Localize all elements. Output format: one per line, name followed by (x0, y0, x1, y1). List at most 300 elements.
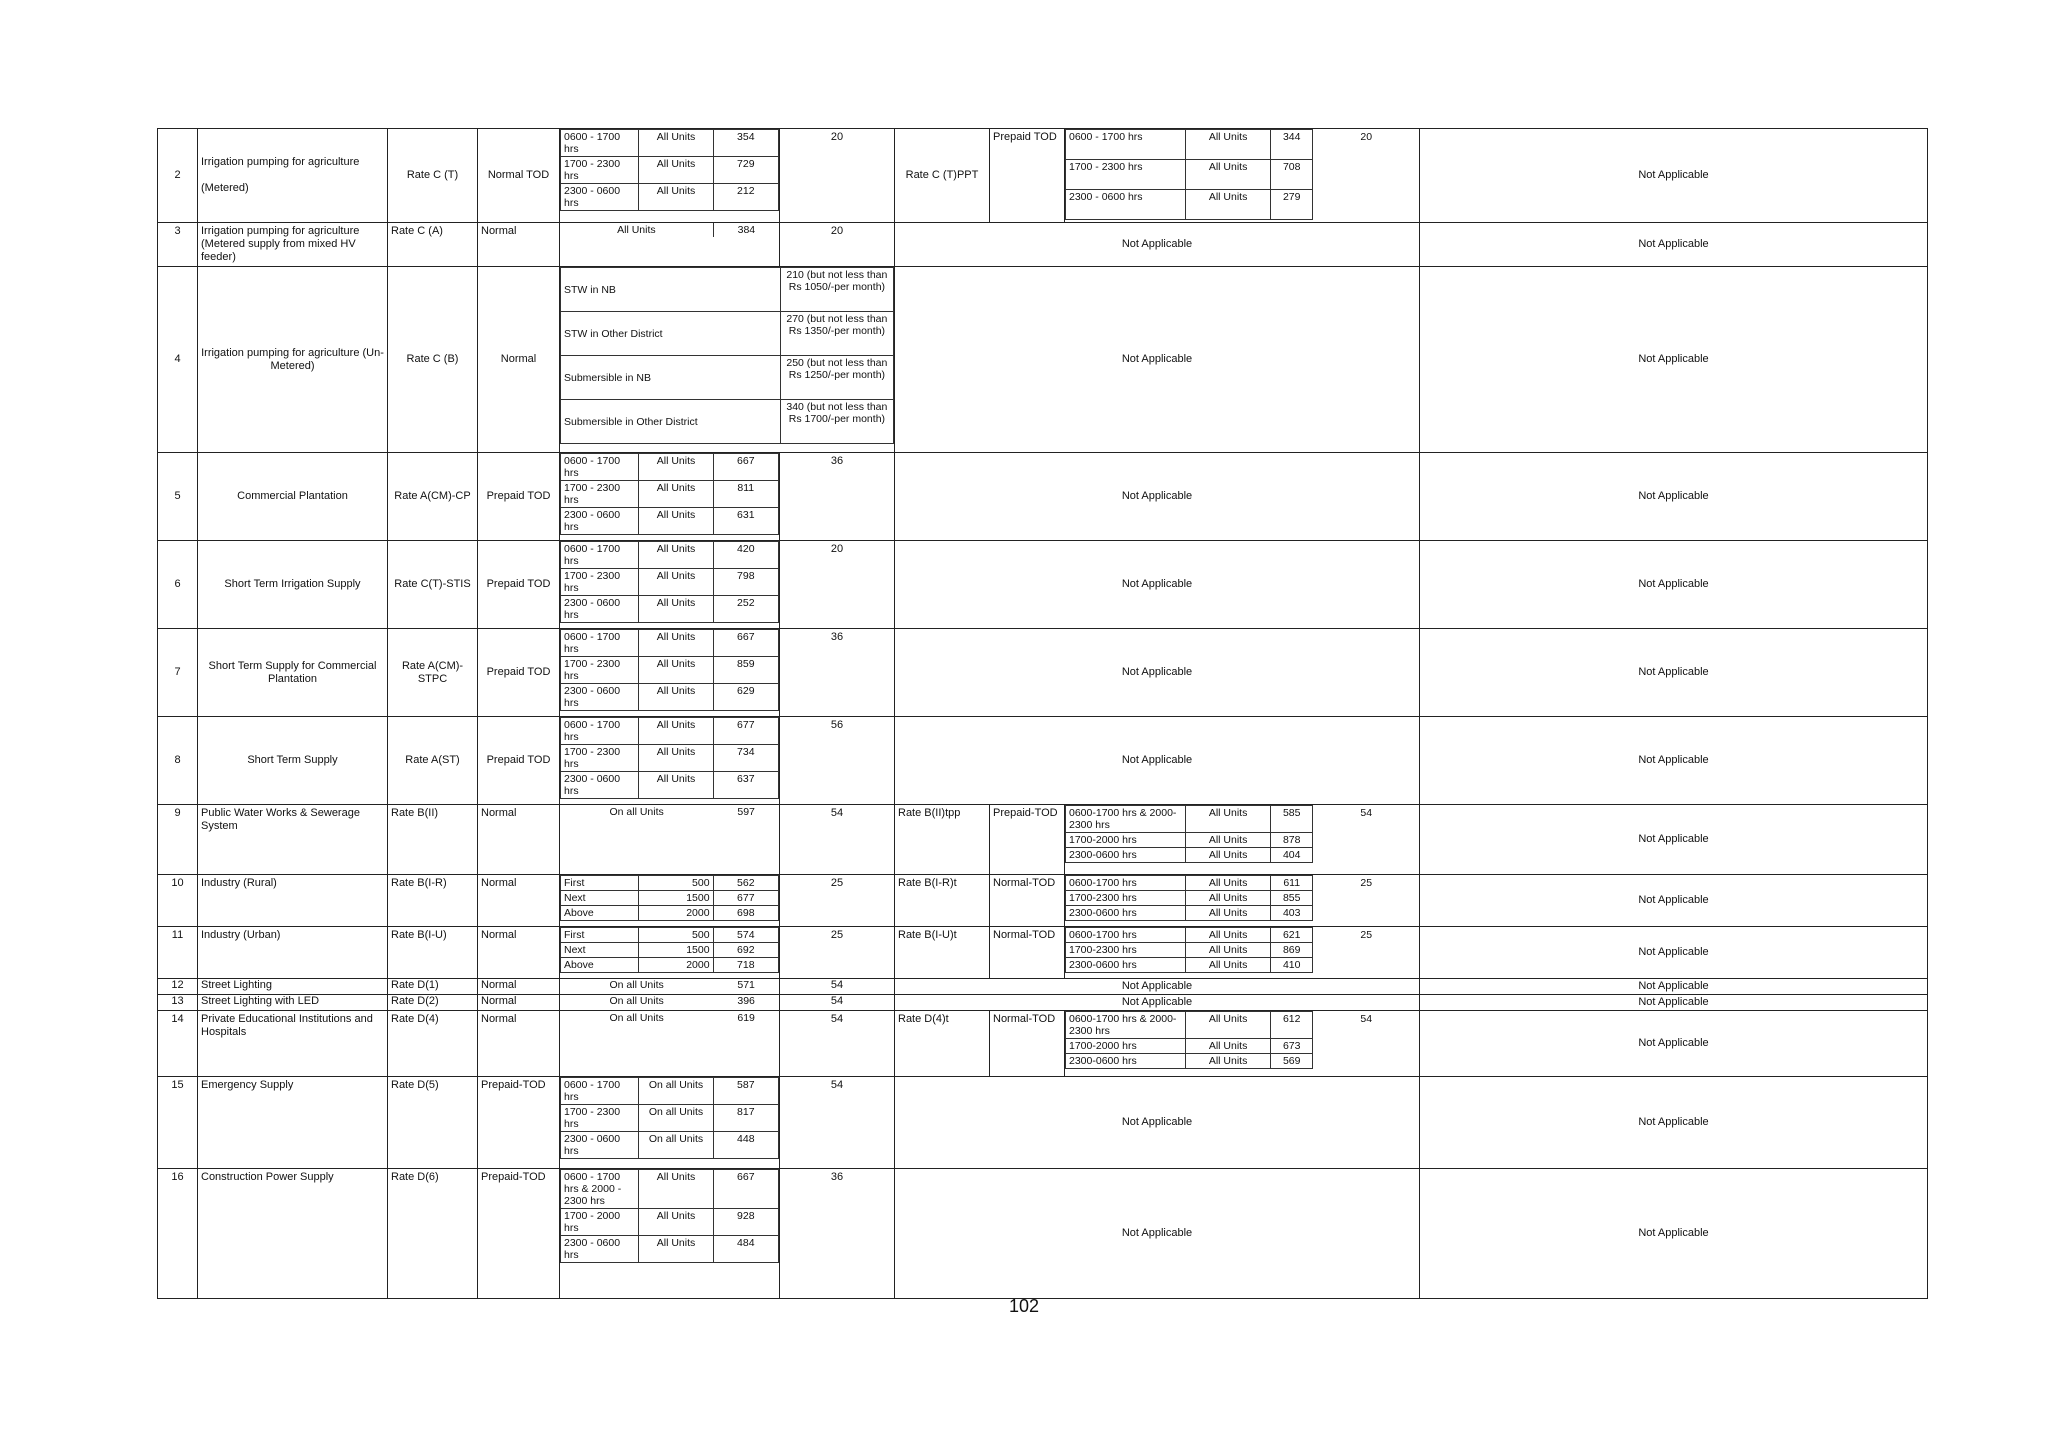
serial-number: 6 (158, 541, 198, 629)
tariff-code: Rate A(CM)-STPC (388, 629, 478, 717)
pump-charge: 250 (but not less than Rs 1250/-per month) (780, 356, 893, 400)
optional-tariff-code: Rate C (T)PPT (895, 129, 990, 223)
slab-units: All Units (639, 542, 713, 569)
slab-table (560, 717, 779, 799)
slab-rate: 571 (737, 979, 755, 991)
tariff-type: Normal (478, 875, 560, 927)
slab-units: On all Units (609, 995, 664, 1007)
fixed-charge: 36 (780, 453, 895, 541)
serial-number: 8 (158, 717, 198, 805)
slab-units: All Units (639, 1236, 713, 1263)
slab-time: 1700 - 2300 hrs (561, 1105, 639, 1132)
slab-units: All Units (1186, 1012, 1271, 1039)
slab-row (561, 130, 779, 157)
slab-time: 0600 - 1700 hrs (561, 454, 639, 481)
slab-time: 1700 - 2000 hrs (561, 1209, 639, 1236)
tariff-code: Rate B(II) (388, 805, 478, 875)
serial-number: 13 (158, 995, 198, 1011)
optional-tariff-type: Normal-TOD (990, 875, 1065, 927)
consumer-name: Construction Power Supply (198, 1169, 388, 1299)
slab-row (561, 630, 779, 657)
table-row (158, 805, 1928, 875)
optional-tariff-code: Rate B(II)tpp (895, 805, 990, 875)
not-applicable: Not Applicable (1420, 995, 1928, 1011)
energy-charge-cell (560, 129, 780, 223)
slab-rate: 673 (1271, 1039, 1313, 1054)
slab-table (560, 979, 779, 991)
not-applicable: Not Applicable (1420, 541, 1928, 629)
energy-charge-cell (560, 717, 780, 805)
optional-slab-table (1065, 875, 1419, 921)
optional-charge-cell (1065, 805, 1420, 875)
slab-row (561, 718, 779, 745)
optional-tariff-type: Prepaid-TOD (990, 805, 1065, 875)
slab-units: All Units (1186, 891, 1271, 906)
optional-charge-cell (1065, 129, 1420, 223)
tariff-code: Rate C (A) (388, 223, 478, 267)
slab-row (561, 1105, 779, 1132)
pump-type: Submersible in NB (561, 356, 781, 400)
slab-table (560, 1077, 779, 1159)
slab-rate: 667 (713, 630, 778, 657)
serial-number: 11 (158, 927, 198, 979)
fixed-charge: 20 (780, 541, 895, 629)
not-applicable: Not Applicable (1420, 223, 1928, 267)
consumer-name: Emergency Supply (198, 1077, 388, 1169)
slab-row (1066, 876, 1420, 891)
slab-rate: 677 (713, 718, 778, 745)
not-applicable: Not Applicable (895, 1077, 1420, 1169)
tariff-type: Normal (478, 223, 560, 267)
slab-rate: 252 (713, 596, 778, 623)
slab-row (561, 508, 779, 535)
fixed-charge: 54 (780, 979, 895, 995)
slab-units: All Units (1186, 848, 1271, 863)
table-row (158, 927, 1928, 979)
slab-rate: 420 (713, 542, 778, 569)
fixed-charge: 36 (780, 629, 895, 717)
slab-table (560, 629, 779, 711)
slab-units: All Units (639, 745, 713, 772)
slab-row (561, 745, 779, 772)
tariff-table (157, 128, 1928, 1299)
slab-units: All Units (639, 657, 713, 684)
consumer-name: Short Term Supply for Commercial Plantation (198, 629, 388, 717)
pump-charge: 270 (but not less than Rs 1350/-per month) (780, 312, 893, 356)
energy-charge-cell (560, 267, 895, 453)
slab-rate: 448 (713, 1132, 778, 1159)
optional-charge-cell (1065, 927, 1420, 979)
slab-row (561, 876, 779, 891)
slab-time: 2300 - 0600 hrs (561, 772, 639, 799)
slab-units: All Units (1186, 806, 1271, 833)
tariff-type: Prepaid TOD (478, 629, 560, 717)
slab-time: 1700 - 2300 hrs (561, 481, 639, 508)
slab-time: 2300 - 0600 hrs (1066, 190, 1186, 220)
fixed-charge: 54 (780, 1011, 895, 1077)
not-applicable: Not Applicable (895, 223, 1420, 267)
tariff-type: Normal (478, 995, 560, 1011)
slab-row (561, 943, 779, 958)
slab-units: All Units (1186, 958, 1271, 973)
slab-row (561, 1132, 779, 1159)
consumer-name: Street Lighting (198, 979, 388, 995)
optional-tariff-code: Rate B(I-R)t (895, 875, 990, 927)
slab-row (561, 1236, 779, 1263)
tariff-code: Rate B(I-R) (388, 875, 478, 927)
not-applicable: Not Applicable (895, 453, 1420, 541)
slab-label: Next (561, 891, 639, 906)
consumer-name: Irrigation pumping for agriculture (Un-Metered) (198, 267, 388, 453)
slab-units: All Units (1186, 876, 1271, 891)
slab-quantity: 500 (639, 876, 713, 891)
fixed-charge: 54 (780, 1077, 895, 1169)
slab-row (1066, 928, 1420, 943)
slab-rate: 637 (713, 772, 778, 799)
slab-rate: 811 (713, 481, 778, 508)
energy-charge-cell (560, 927, 780, 979)
optional-slab-table (1065, 1011, 1419, 1069)
table-row (158, 453, 1928, 541)
slab-time: 1700-2000 hrs (1066, 833, 1186, 848)
slab-row (561, 1170, 779, 1209)
slab-rate: 597 (737, 806, 755, 818)
slab-time: 2300 - 0600 hrs (561, 684, 639, 711)
slab-rate: 574 (713, 928, 778, 943)
slab-time: 0600 - 1700 hrs (561, 630, 639, 657)
energy-charge-cell (560, 1011, 780, 1077)
consumer-name: Public Water Works & Sewerage System (198, 805, 388, 875)
slab-time: 0600 - 1700 hrs (561, 130, 639, 157)
slab-rate: 629 (713, 684, 778, 711)
energy-charge-cell (560, 1077, 780, 1169)
fixed-charge: 56 (780, 717, 895, 805)
slab-units: All Units (639, 1209, 713, 1236)
slab-row (561, 400, 894, 444)
slab-time: 0600 - 1700 hrs & 2000 - 2300 hrs (561, 1170, 639, 1209)
serial-number: 9 (158, 805, 198, 875)
consumer-name: Irrigation pumping for agriculture (Metered supply from mixed HV feeder) (198, 223, 388, 267)
optional-tariff-code: Rate D(4)t (895, 1011, 990, 1077)
slab-time: 0600-1700 hrs & 2000-2300 hrs (1066, 806, 1186, 833)
slab-units: All Units (639, 184, 713, 211)
slab-time: 0600 - 1700 hrs (561, 1078, 639, 1105)
serial-number: 2 (158, 129, 198, 223)
slab-table (560, 927, 779, 973)
slab-rate: 354 (713, 130, 778, 157)
optional-charge-cell (1065, 1011, 1420, 1077)
not-applicable: Not Applicable (1420, 129, 1928, 223)
slab-units: All Units (1186, 928, 1271, 943)
not-applicable: Not Applicable (1420, 717, 1928, 805)
serial-number: 7 (158, 629, 198, 717)
fixed-charge: 20 (780, 223, 895, 267)
optional-slab-table (1065, 805, 1419, 863)
slab-units: All Units (639, 1170, 713, 1209)
tariff-type: Prepaid-TOD (478, 1169, 560, 1299)
optional-tariff-code: Rate B(I-U)t (895, 927, 990, 979)
slab-rate: 410 (1271, 958, 1313, 973)
slab-units: All Units (639, 130, 713, 157)
slab-time: 2300 - 0600 hrs (561, 508, 639, 535)
slab-units: All Units (1186, 906, 1271, 921)
not-applicable: Not Applicable (1420, 927, 1928, 979)
tariff-type: Prepaid-TOD (478, 1077, 560, 1169)
tariff-code: Rate D(5) (388, 1077, 478, 1169)
energy-charge-cell (560, 629, 780, 717)
not-applicable: Not Applicable (895, 541, 1420, 629)
slab-label: First (561, 928, 639, 943)
slab-units: On all Units (639, 1105, 713, 1132)
slab-row (560, 979, 779, 991)
energy-charge-cell (560, 875, 780, 927)
slab-label: Above (561, 958, 639, 973)
not-applicable: Not Applicable (1420, 1011, 1928, 1077)
consumer-subtitle: (Metered) (201, 182, 249, 194)
serial-number: 14 (158, 1011, 198, 1077)
tariff-code: Rate D(6) (388, 1169, 478, 1299)
serial-number: 12 (158, 979, 198, 995)
not-applicable: Not Applicable (1420, 979, 1928, 995)
fixed-charge: 54 (780, 805, 895, 875)
table-row (158, 717, 1928, 805)
consumer-name: Commercial Plantation (198, 453, 388, 541)
slab-rate: 619 (737, 1012, 755, 1024)
energy-charge-cell (560, 1169, 780, 1299)
slab-row (561, 1209, 779, 1236)
fixed-charge: 20 (780, 129, 895, 223)
slab-units: All Units (639, 481, 713, 508)
energy-charge-cell (560, 223, 780, 267)
consumer-name: Short Term Irrigation Supply (198, 541, 388, 629)
tariff-code: Rate C (T) (388, 129, 478, 223)
slab-time: 2300 - 0600 hrs (561, 596, 639, 623)
slab-units: All Units (639, 454, 713, 481)
tariff-code: Rate A(ST) (388, 717, 478, 805)
slab-table (560, 995, 779, 1007)
slab-row (561, 184, 779, 211)
slab-quantity: 2000 (639, 906, 713, 921)
optional-slab-table (1065, 927, 1419, 973)
slab-row (561, 684, 779, 711)
slab-row (561, 906, 779, 921)
slab-rate: 667 (713, 1170, 778, 1209)
slab-rate: 631 (713, 508, 778, 535)
slab-rate: 621 (1271, 928, 1313, 943)
slab-units: All Units (1186, 1054, 1271, 1069)
slab-units: On all Units (609, 806, 664, 818)
table-row (158, 979, 1928, 995)
table-row (158, 129, 1928, 223)
tariff-code: Rate D(2) (388, 995, 478, 1011)
slab-time: 0600-1700 hrs (1066, 928, 1186, 943)
not-applicable: Not Applicable (1420, 267, 1928, 453)
slab-rate: 585 (1271, 806, 1313, 833)
fixed-charge: 36 (780, 1169, 895, 1299)
not-applicable: Not Applicable (895, 1169, 1420, 1299)
slab-rate: 587 (713, 1078, 778, 1105)
fixed-charge: 25 (780, 927, 895, 979)
slab-row (561, 958, 779, 973)
slab-rate: 798 (713, 569, 778, 596)
not-applicable: Not Applicable (895, 717, 1420, 805)
slab-row (561, 481, 779, 508)
slab-time: 1700-2300 hrs (1066, 943, 1186, 958)
pump-type: Submersible in Other District (561, 400, 781, 444)
slab-units: All Units (639, 596, 713, 623)
slab-rate: 677 (713, 891, 778, 906)
slab-label: First (561, 876, 639, 891)
consumer-name: Industry (Rural) (198, 875, 388, 927)
energy-charge-cell (560, 995, 780, 1011)
slab-row (560, 805, 779, 819)
slab-table (560, 223, 779, 237)
slab-rate: 667 (713, 454, 778, 481)
tariff-type: Normal (478, 927, 560, 979)
optional-tariff-type: Normal-TOD (990, 927, 1065, 979)
consumer-name: Irrigation pumping for agriculture (201, 156, 360, 168)
tariff-code: Rate C (B) (388, 267, 478, 453)
slab-units: All Units (1186, 130, 1271, 160)
table-row (158, 1077, 1928, 1169)
slab-row (561, 569, 779, 596)
optional-fixed-charge: 25 (1360, 876, 1373, 889)
slab-quantity: 2000 (639, 958, 713, 973)
not-applicable: Not Applicable (895, 267, 1420, 453)
not-applicable: Not Applicable (1420, 805, 1928, 875)
tariff-code: Rate B(I-U) (388, 927, 478, 979)
slab-table (560, 129, 779, 211)
slab-label: Above (561, 906, 639, 921)
slab-units: All Units (1186, 1039, 1271, 1054)
tariff-type: Normal (478, 979, 560, 995)
serial-number: 16 (158, 1169, 198, 1299)
slab-units: All Units (639, 508, 713, 535)
pump-type: STW in Other District (561, 312, 781, 356)
slab-units: All Units (639, 772, 713, 799)
serial-number: 5 (158, 453, 198, 541)
slab-row (561, 928, 779, 943)
slab-row (560, 223, 779, 237)
slab-time: 0600 - 1700 hrs (561, 718, 639, 745)
optional-fixed-charge: 25 (1360, 928, 1373, 941)
slab-time: 1700-2300 hrs (1066, 891, 1186, 906)
slab-rate: 734 (713, 745, 778, 772)
tariff-type: Normal (478, 805, 560, 875)
slab-row (561, 312, 894, 356)
slab-time: 0600 - 1700 hrs (561, 542, 639, 569)
slab-rate: 396 (737, 995, 755, 1007)
slab-units: On all Units (639, 1078, 713, 1105)
slab-rate: 708 (1271, 160, 1313, 190)
optional-tariff-type: Normal-TOD (990, 1011, 1065, 1077)
pump-charge: 340 (but not less than Rs 1700/-per month) (780, 400, 893, 444)
table-row (158, 223, 1928, 267)
slab-rate: 698 (713, 906, 778, 921)
fixed-charge: 25 (780, 875, 895, 927)
slab-row (560, 1011, 779, 1025)
page-number: 102 (1008, 1296, 1040, 1316)
slab-rate: 859 (713, 657, 778, 684)
not-applicable: Not Applicable (895, 629, 1420, 717)
slab-row (561, 772, 779, 799)
energy-charge-cell (560, 453, 780, 541)
slab-table (560, 875, 779, 921)
table-row (158, 541, 1928, 629)
slab-row (1066, 806, 1420, 833)
optional-fixed-charge: 54 (1360, 1012, 1373, 1025)
serial-number: 3 (158, 223, 198, 267)
slab-units: All Units (1186, 833, 1271, 848)
slab-time: 1700 - 2300 hrs (561, 657, 639, 684)
not-applicable: Not Applicable (1420, 1077, 1928, 1169)
slab-units: All Units (1186, 160, 1271, 190)
pump-charge-table (560, 267, 894, 444)
energy-charge-cell (560, 541, 780, 629)
not-applicable: Not Applicable (1420, 453, 1928, 541)
table-row (158, 1011, 1928, 1077)
slab-time: 2300-0600 hrs (1066, 958, 1186, 973)
slab-rate: 612 (1271, 1012, 1313, 1039)
tariff-code: Rate D(4) (388, 1011, 478, 1077)
optional-slab-table (1065, 129, 1419, 220)
tariff-type: Prepaid TOD (478, 717, 560, 805)
slab-row (561, 542, 779, 569)
slab-row (561, 268, 894, 312)
slab-table (560, 1169, 779, 1263)
slab-rate: 344 (1271, 130, 1313, 160)
table-row (158, 267, 1928, 453)
serial-number: 15 (158, 1077, 198, 1169)
serial-number: 4 (158, 267, 198, 453)
tariff-type: Normal (478, 1011, 560, 1077)
tariff-code: Rate A(CM)-CP (388, 453, 478, 541)
slab-row (561, 657, 779, 684)
slab-units: All Units (639, 157, 713, 184)
not-applicable: Not Applicable (1420, 629, 1928, 717)
optional-fixed-charge: 20 (1360, 130, 1373, 143)
pump-type: STW in NB (561, 268, 781, 312)
slab-rate: 384 (713, 223, 779, 237)
not-applicable: Not Applicable (1420, 875, 1928, 927)
slab-units: All Units (1186, 943, 1271, 958)
tariff-type: Prepaid TOD (478, 453, 560, 541)
slab-rate: 718 (713, 958, 778, 973)
slab-time: 2300-0600 hrs (1066, 848, 1186, 863)
slab-rate: 569 (1271, 1054, 1313, 1069)
fixed-charge: 54 (780, 995, 895, 1011)
tariff-type: Normal TOD (478, 129, 560, 223)
tariff-type: Prepaid TOD (478, 541, 560, 629)
slab-quantity: 1500 (639, 943, 713, 958)
slab-row (561, 891, 779, 906)
slab-rate: 928 (713, 1209, 778, 1236)
slab-units: On all Units (609, 1012, 664, 1024)
slab-time: 1700 - 2300 hrs (561, 569, 639, 596)
slab-rate: 403 (1271, 906, 1313, 921)
slab-units: All Units (639, 718, 713, 745)
slab-units: On all Units (639, 1132, 713, 1159)
optional-fixed-charge: 54 (1360, 806, 1373, 819)
slab-rate: 878 (1271, 833, 1313, 848)
table-row (158, 875, 1928, 927)
table-row (158, 995, 1928, 1011)
not-applicable: Not Applicable (1420, 1169, 1928, 1299)
slab-time: 2300-0600 hrs (1066, 1054, 1186, 1069)
slab-rate: 869 (1271, 943, 1313, 958)
slab-units: All Units (639, 569, 713, 596)
slab-rate: 855 (1271, 891, 1313, 906)
